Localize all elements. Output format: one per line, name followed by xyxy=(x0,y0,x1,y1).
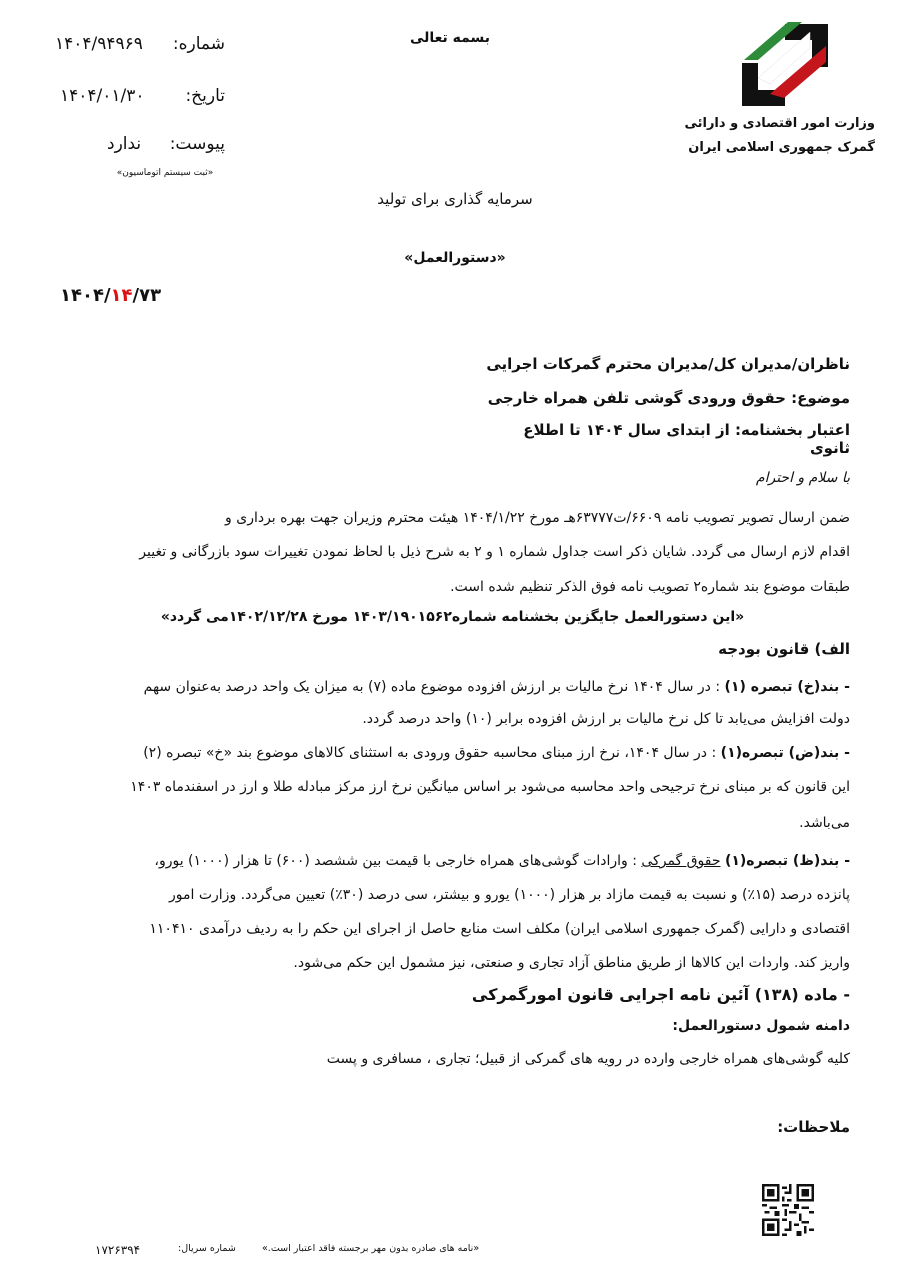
customs-name: گمرک جمهوری اسلامی ایران xyxy=(688,140,875,155)
clause-1-head: - بند(خ) تبصره (۱) xyxy=(724,679,850,695)
ministry-name: وزارت امور اقتصادی و دارائی xyxy=(684,116,875,131)
article-138: - ماده (۱۳۸) آئین نامه اجرایی قانون امورگمرکی xyxy=(471,985,850,1004)
ref-part-3: /۷۳ xyxy=(132,285,162,306)
serial-label: شماره سریال: xyxy=(178,1243,236,1254)
slogan: سرمایه گذاری برای تولید xyxy=(377,190,533,208)
serial-number: ۱۷۲۶۳۹۴ xyxy=(95,1243,141,1257)
clause-3-line-3: اقتصادی و دارایی (گمرک جمهوری اسلامی ایران) مکلف است منابع حاصل از اجرای این حکم را به ردیف درآمدی ۱۱۰۴۱۰ xyxy=(149,921,850,937)
letter-attachment xyxy=(55,134,225,166)
clause-3-head: - بند(ظ) تبصره(۱) xyxy=(724,853,850,869)
intro-line-1: ضمن ارسال تصویر تصویب نامه ۶۶۰۹/ت۶۳۷۷۷هـ مورخ ۱۴۰۴/۱/۲۲ هیئت محترم وزیران جهت بهره برداری و xyxy=(225,510,850,526)
clause-3-text-1: : وارادات گوشی‌های همراه خارجی با قیمت بین ششصد (۶۰۰) تا هزار (۱۰۰۰) یورو، xyxy=(154,853,637,869)
clause-2-text-1: : در سال ۱۴۰۴، نرخ ارز مبنای محاسبه حقوق ورودی به استثنای کالاهای موضوع بند «خ» تبصره (۲) xyxy=(143,745,717,761)
letter-date-label: تاریخ: xyxy=(185,86,225,106)
greeting: با سلام و احترام xyxy=(755,470,850,486)
scope-title: دامنه شمول دستورالعمل: xyxy=(672,1018,850,1034)
clause-2-line-2: این قانون که بر مبنای نرخ ترجیحی واحد محاسبه می‌شود بر اساس میانگین نرخ ارز مرکز مبادله طلا و ارز در اسفندماه ۱۴۰۳ xyxy=(130,779,850,795)
section-a-title: الف) قانون بودجه xyxy=(718,640,850,658)
scope-text: کلیه گوشی‌های همراه خارجی وارده در رویه های گمرکی از قبیل؛ تجاری ، مسافری و پست xyxy=(326,1051,850,1067)
letter-number-value: ۱۴۰۴/۹۴۹۶۹ xyxy=(55,34,143,54)
attachment-label: پیوست: xyxy=(169,134,225,154)
notes-title: ملاحظات: xyxy=(777,1118,850,1136)
clause-3-underlined: حقوق گمرکی xyxy=(641,853,721,869)
clause-1-line-2: دولت افزایش می‌یابد تا کل نرخ مالیات بر ارزش افزوده برابر (۱۰) واحد درصد گردد. xyxy=(362,711,850,727)
letter-date xyxy=(55,86,225,118)
qr-code-icon xyxy=(762,1184,814,1236)
letter-number xyxy=(55,34,225,66)
clause-3-line-1 xyxy=(55,848,850,875)
subject: موضوع: حقوق ورودی گوشی تلفن همراه خارجی xyxy=(487,389,850,407)
ref-part-2: ۱۴ xyxy=(110,285,133,306)
reference-number xyxy=(60,285,161,306)
ref-part-1: ۱۴۰۴/ xyxy=(60,285,111,306)
replacement-note: «این دستورالعمل جایگزین بخشنامه شماره۱۴۰۳/۱۹۰۱۵۶۲ مورخ ۱۴۰۲/۱۲/۲۸می گردد» xyxy=(160,609,745,625)
validity: اعتبار بخشنامه: از ابتدای سال ۱۴۰۴ تا اطلاع ثانوی xyxy=(523,421,850,457)
letter-date-value: ۱۴۰۴/۰۱/۳۰ xyxy=(60,86,145,106)
clause-3-line-2: پانزده درصد (۱۵٪) و نسبت به قیمت مازاد بر هزار (۱۰۰۰) یورو و بیشتر، سی درصد (۳۰٪) تعیین می‌گردد. وزارت امور xyxy=(169,887,850,903)
intro-line-3: طبقات موضوع بند شماره۲ تصویب نامه فوق الذکر تنظیم شده است. xyxy=(450,579,850,595)
stamp-note: «نامه های صادره بدون مهر برجسته فاقد اعتبار است.» xyxy=(262,1243,480,1254)
letter-number-label: شماره: xyxy=(172,34,225,54)
clause-2-line-3: می‌باشد. xyxy=(799,815,850,831)
clause-1-line-1 xyxy=(55,674,850,701)
attachment-value: ندارد xyxy=(107,134,142,154)
document-title: «دستورالعمل» xyxy=(404,250,506,266)
customs-logo-icon xyxy=(740,22,830,108)
clause-1-text-1: : در سال ۱۴۰۴ نرخ مالیات بر ارزش افزوده موضوع ماده (۷) به میزان یک واحد درصد به‌عنوان سهم xyxy=(143,679,721,695)
recipients: ناظران/مدیران کل/مدیران محترم گمرکات اجرایی xyxy=(486,355,850,373)
clause-3-line-4: واریز کند. واردات این کالاها از طریق مناطق آزاد تجاری و صنعتی، نیز مشمول این حکم می‌شود. xyxy=(293,955,850,971)
automation-note: «ثبت سیستم اتوماسیون» xyxy=(116,168,214,178)
intro-line-2: اقدام لازم ارسال می گردد. شایان ذکر است جداول شماره ۱ و ۲ به شرح ذیل با لحاظ نمودن تغییرات سود بازرگانی و تغییر xyxy=(139,544,850,560)
basmala: بسمه تعالی xyxy=(409,30,491,46)
clause-2-line-1 xyxy=(55,740,850,767)
clause-2-head: - بند(ض) تبصره(۱) xyxy=(720,745,850,761)
